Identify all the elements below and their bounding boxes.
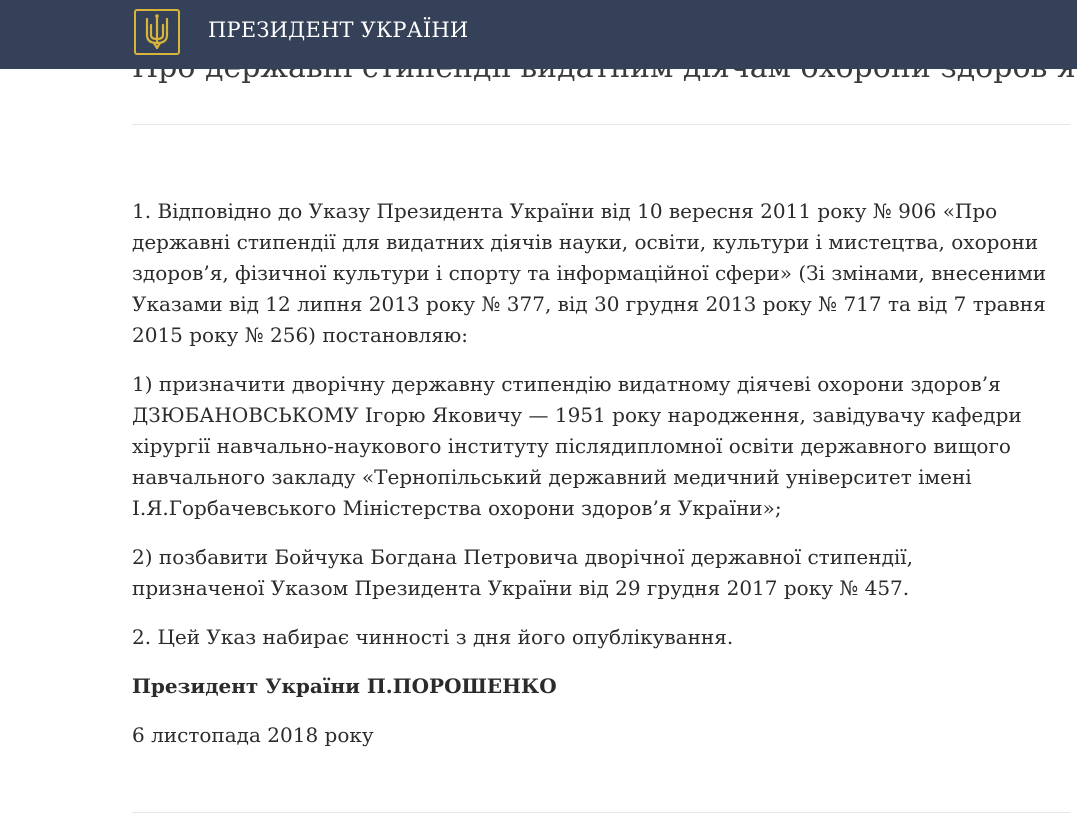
- signature: Президент України П.ПОРОШЕНКО: [132, 674, 557, 698]
- bottom-divider: [132, 812, 1070, 813]
- top-divider: [132, 124, 1070, 125]
- decree-date: 6 листопада 2018 року: [132, 723, 374, 747]
- paragraph-3: 2) позбавити Бойчука Богдана Петровича дворічної державної стипендії, призначеної Указом Президента України від 29 грудня 2017 року № 457.: [132, 545, 914, 600]
- decree-body: [132, 196, 1047, 769]
- site-title[interactable]: ПРЕЗИДЕНТ УКРАЇНИ: [208, 18, 469, 42]
- trident-emblem-icon[interactable]: [134, 9, 180, 55]
- paragraph-2: 1) призначити дворічну державну стипендію видатному діячеві охорони здоров’я ДЗЮБАНОВСЬКОМУ Ігорю Яковичу — 1951 року народження, завідувачу кафедри хірургії навчально-наукового інституту післядипломної освіти державного вищого навчального закладу «Тернопільський державний медичний університет імені І.Я.Горбачевського Міністерства охорони здоров’я України»;: [132, 372, 1022, 520]
- site-header: [0, 0, 1077, 69]
- paragraph-4: 2. Цей Указ набирає чинності з дня його опублікування.: [132, 625, 734, 649]
- paragraph-1: 1. Відповідно до Указу Президента України від 10 вересня 2011 року № 906 «Про державні стипендії для видатних діячів науки, освіти, культури і мистецтва, охорони здоров’я, фізичної культури і спорту та інформаційної сфери» (Зі змінами, внесеними Указами від 12 липня 2013 року № 377, від 30 грудня 2013 року № 717 та від 7 травня 2015 року № 256) постановляю:: [132, 199, 1047, 347]
- trident-emblem-icon-svg: [142, 13, 172, 51]
